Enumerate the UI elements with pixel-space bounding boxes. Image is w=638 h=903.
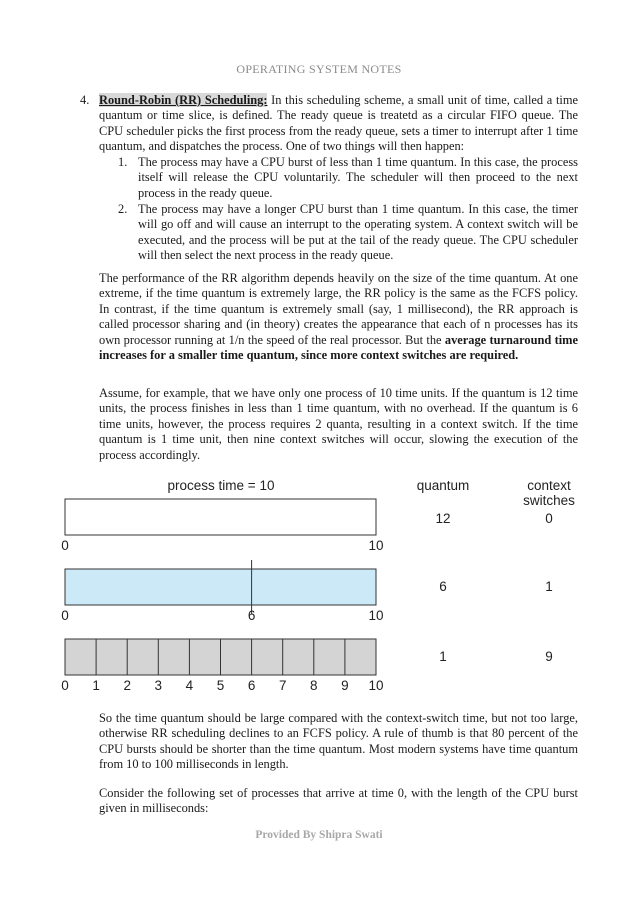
page-footer: Provided By Shipra Swati	[255, 829, 383, 841]
list-number-4: 4.	[80, 93, 90, 107]
quantum-value: 12	[435, 511, 451, 526]
time-tick-label: 0	[61, 608, 69, 623]
time-tick-label: 10	[368, 538, 384, 553]
time-tick-label: 1	[92, 678, 100, 693]
page-header: OPERATING SYSTEM NOTES	[236, 62, 402, 76]
quantum-value: 1	[439, 649, 447, 664]
case-2-text: The process may have a longer CPU burst than 1 time quantum. In this case, the timer will go off and will cause an interrupt to the operating system. A context switch will be executed, and the process will be put at the tail of the ready queue. The CPU scheduler will then select the next process in the ready queue.	[138, 202, 578, 263]
time-tick-label: 2	[123, 678, 131, 693]
time-tick-label: 3	[154, 678, 163, 693]
quantum-value: 6	[439, 579, 447, 594]
time-tick-label: 8	[310, 678, 318, 693]
context-switches-value: 9	[545, 649, 553, 664]
time-tick-label: 6	[247, 608, 256, 623]
time-tick-label: 5	[216, 678, 225, 693]
time-tick-label: 10	[368, 608, 384, 623]
quantum-figure	[0, 470, 638, 700]
case-2-number: 2.	[118, 202, 128, 216]
time-tick-label: 0	[61, 678, 69, 693]
quantum-column-header: quantum	[416, 478, 470, 493]
context-switches-value: 0	[545, 511, 553, 526]
switches-column-header: switches	[523, 493, 575, 508]
case-1-text: The process may have a CPU burst of less than 1 time quantum. In this case, the process itself will release the CPU voluntarily. The scheduler will then proceed to the next process in the ready queue.	[138, 155, 578, 200]
time-tick-label: 0	[61, 538, 69, 553]
context-column-header: context	[527, 478, 571, 493]
section-4-title: Round-Robin (RR) Scheduling:	[99, 93, 268, 107]
performance-text: The performance of the RR algorithm depends heavily on the size of the time quantum. At one extreme, if the time quantum is extremely large, the RR policy is the same as the FCFS policy. In contrast, if the time quantum is extremely small (say, 1 millisecond), the RR approach is called processor sharing and (in theory) creates the appearance that each of n processes has its own processor running at 1/n the speed of the real processor. But the	[99, 271, 578, 347]
section-4-intro-text: In this scheduling scheme, a small unit of time, called a time quantum or time slice, is defined. The ready queue is treatetd as a circular FIFO queue. The CPU scheduler picks the first process from the ready queue, sets a timer to interrupt after 1 time quantum, and dispatches the process. One of two things will then happen:	[99, 93, 578, 154]
time-quantum-paragraph: So the time quantum should be large compared with the context-switch time, but not too large, otherwise RR scheduling declines to an FCFS policy. A rule of thumb is that 80 percent of the CPU bursts should be shorter than the time quantum. Most modern systems have time quantum from 10 to 100 milliseconds in length.	[99, 711, 578, 772]
performance-bold-text: average turnaround time increases for a smaller time quantum, since more context switches are required.	[99, 332, 578, 363]
time-tick-label: 10	[368, 678, 384, 693]
process-bar-2	[65, 569, 376, 605]
time-tick-label: 9	[341, 678, 349, 693]
section-4-intro	[99, 93, 578, 155]
time-tick-label: 6	[247, 678, 256, 693]
time-tick-label: 4	[185, 678, 194, 693]
performance-paragraph	[99, 271, 578, 363]
figure-title: process time = 10	[167, 478, 275, 493]
process-bar-1	[65, 499, 376, 535]
consider-paragraph: Consider the following set of processes that arrive at time 0, with the length of the CPU burst given in milliseconds:	[99, 786, 578, 816]
assume-paragraph: Assume, for example, that we have only one process of 10 time units. If the quantum is 12 time units, the process finishes in less than 1 time quantum, with no overhead. If the quantum is 6 time units, however, the process requires 2 quanta, resulting in a context switch. If the time quantum is 1 time unit, then nine context switches will occur, slowing the execution of the process accordingly.	[99, 386, 578, 462]
case-1-number: 1.	[118, 155, 128, 169]
context-switches-value: 1	[545, 579, 553, 594]
time-tick-label: 7	[278, 678, 287, 693]
figure-rows	[61, 499, 553, 693]
